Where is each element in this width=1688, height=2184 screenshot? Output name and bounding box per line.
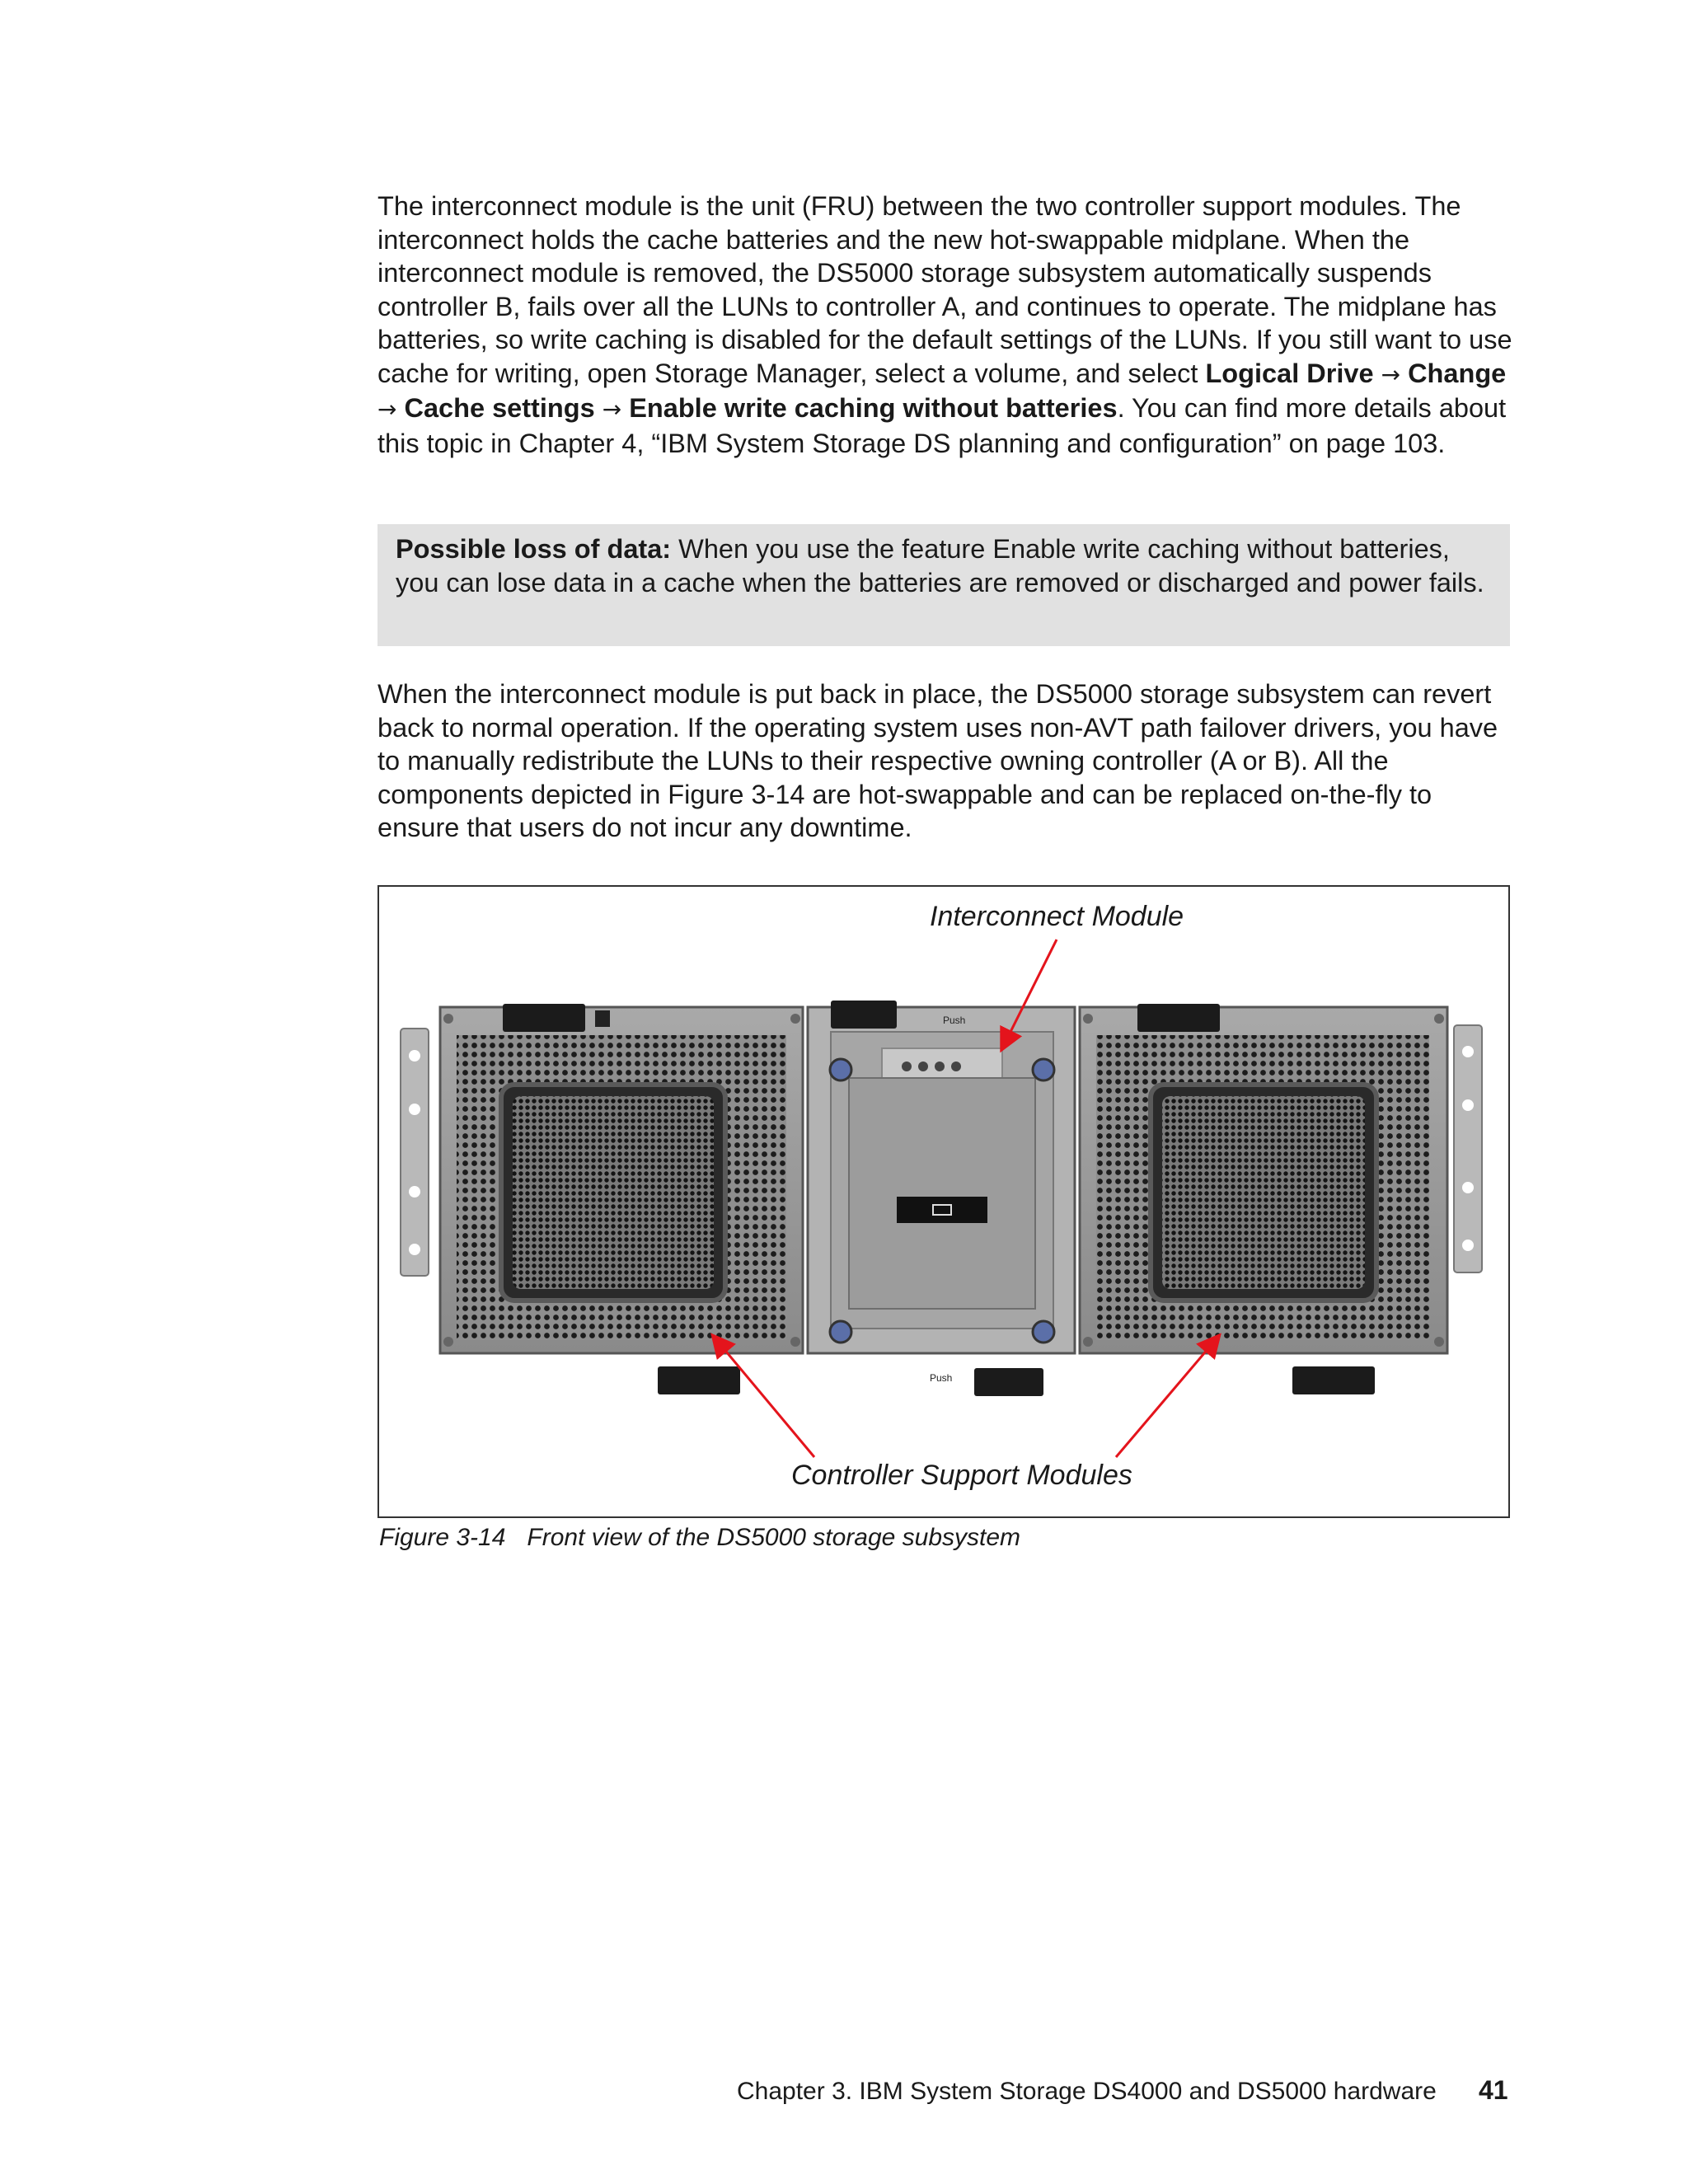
note-label: Possible loss of data: <box>396 534 672 564</box>
callout-arrow-right-controller <box>1116 1337 1218 1457</box>
left-mounting-ear <box>401 1029 429 1276</box>
figure-title: Front view of the DS5000 storage subsystem <box>527 1524 1021 1551</box>
warning-note-box <box>377 524 1510 646</box>
right-bottom-latch <box>1292 1366 1375 1394</box>
menu-arrow-icon: → <box>602 396 622 423</box>
page-number: 41 <box>1479 2075 1508 2105</box>
figure-ds5000-front-view <box>377 885 1510 1518</box>
paragraph-text: . You can find more details about this topic in Chapter 4, “IBM System Storage DS planning and configuration” on page 103. <box>377 393 1507 458</box>
interconnect-module <box>808 1007 1075 1353</box>
push-label: Push <box>943 1015 966 1026</box>
push-label: Push <box>930 1372 953 1384</box>
storage-subsystem-illustration <box>379 887 1508 1516</box>
paragraph-text: The interconnect module is the unit (FRU) between the two controller support modules. The interconnect holds the cache batteries and the new hot-swappable midplane. When the interconnect module is removed, the DS5000 storage subsystem automatically suspends controller B, fails over all the LUNs to controller A, and continues to operate. The midplane has batteries, so write caching is disabled for the default settings of the LUNs. If you still want to use cache for writing, open Storage Manager, select a volume, and select <box>377 191 1512 388</box>
right-controller-support-module <box>1080 1007 1447 1353</box>
interconnect-bottom-latch <box>930 1368 1043 1396</box>
menu-arrow-icon: → <box>377 396 397 423</box>
menu-path-change: Change <box>1408 358 1507 388</box>
left-bottom-latch <box>658 1366 740 1394</box>
right-mounting-ear <box>1454 1025 1482 1272</box>
note-text: When you use the feature Enable write caching without batteries, you can lose data in a cache when the batteries are removed or discharged and power fails. <box>396 534 1484 598</box>
body-paragraph-1 <box>377 190 1515 460</box>
body-paragraph-2: When the interconnect module is put back in place, the DS5000 storage subsystem can revert back to normal operation. If the operating system uses non-AVT path failover drivers, you have to manually redistribute the LUNs to their respective owning controller (A or B). All the components depicted in Figure 3-14 are hot-swappable and can be replaced on-the-fly to ensure that users do not incur any downtime. <box>377 679 1498 842</box>
menu-path-cache-settings: Cache settings <box>404 393 595 423</box>
menu-path-enable-write-caching: Enable write caching without batteries <box>629 393 1118 423</box>
callout-arrow-left-controller <box>714 1337 814 1457</box>
figure-caption <box>379 1523 1020 1553</box>
page-footer-chapter: Chapter 3. IBM System Storage DS4000 and DS5000 hardware <box>737 2078 1437 2105</box>
left-controller-support-module <box>440 1007 803 1353</box>
menu-arrow-icon: → <box>1381 360 1401 388</box>
menu-path-logical-drive: Logical Drive <box>1205 358 1374 388</box>
figure-label-interconnect-module: Interconnect Module <box>930 901 1184 932</box>
right-top-latch <box>1137 1004 1220 1032</box>
figure-label-controller-support-modules: Controller Support Modules <box>791 1460 1132 1491</box>
figure-number: Figure 3-14 <box>379 1524 506 1551</box>
